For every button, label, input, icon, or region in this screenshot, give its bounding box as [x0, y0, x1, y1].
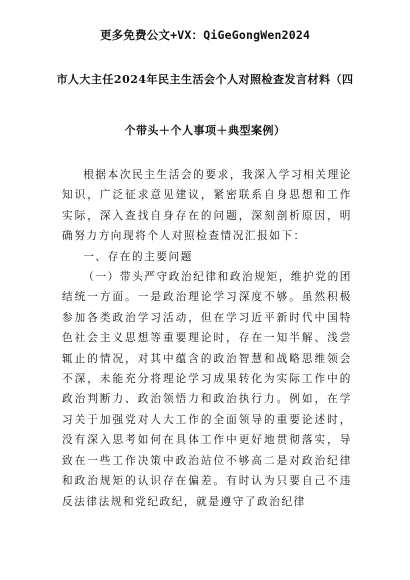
intro-paragraph: 根据本次民主生活会的要求，我深入学习相关理论知识，广泛征求意见建议，紧密联系自身思想和工作实际，深入查找自身存在的问题，深刻剖析原因，明确努力方向现将个人对照检查情况汇报如下：: [62, 169, 352, 243]
section-heading: 一、存在的主要问题: [83, 250, 193, 263]
document-title-line-1: 市人大主任2024年民主生活会个人对照检查发言材料（四: [56, 73, 354, 86]
promo-header: 更多免费公文+VX：QiGeGongWen2024: [99, 28, 311, 42]
document-body: [62, 165, 352, 512]
document-title-line-2: 个带头＋个人事项＋典型案例）: [124, 124, 286, 137]
body-paragraph: （一）带头严守政治纪律和政治规矩，维护党的团结统一方面。一是政治理论学习深度不够。虽然积极参加各类政治学习活动，但在学习近平新时代中国特色社会主义思想等重要理论时，存在一知半解、浅尝辄止的情况，对其中蕴含的政治智慧和战略思维领会不深，未能充分将理论学习成果转化为实际工作中的政治判断力、政治领悟力和政治执行力。例如，在学习关于加强党对人大工作的全面领导的重要论述时，没有深入思考如何在具体工作中更好地贯彻落实，导致在一些工作决策中政治站位不够高二是对政治纪律和政治规矩的认识存在偏差。有时认为只要自己不违反法律法规和党纪政纪，就是遵守了政治纪律: [62, 271, 352, 508]
